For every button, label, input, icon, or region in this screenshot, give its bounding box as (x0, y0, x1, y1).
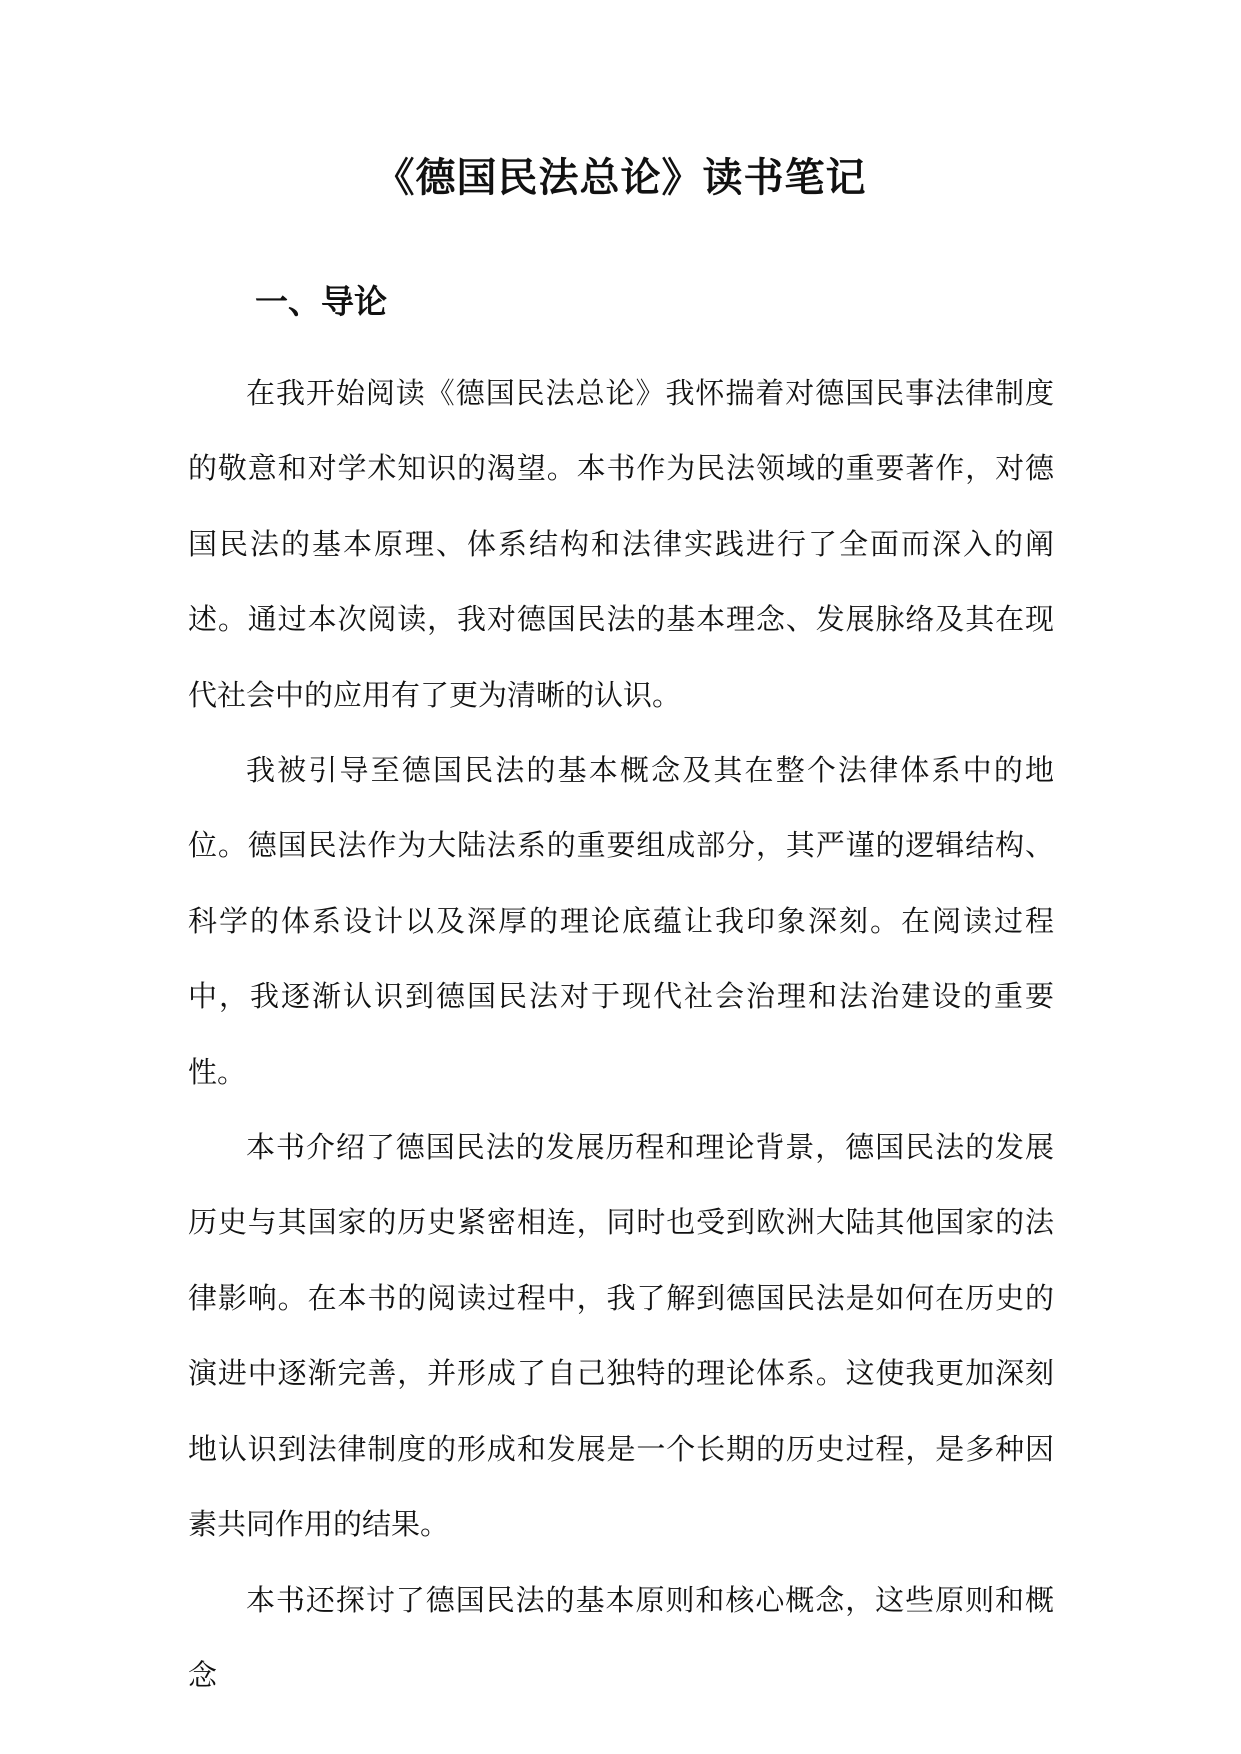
paragraph: 在我开始阅读《德国民法总论》我怀揣着对德国民事法律制度的敬意和对学术知识的渴望。本书作为民法领域的重要著作，对德国民法的基本原理、体系结构和法律实践进行了全面而深入的阐述。通过本次阅读，我对德国民法的基本理念、发展脉络及其在现代社会中的应用有了更为清晰的认识。 (188, 376, 1054, 712)
paragraph: 本书还探讨了德国民法的基本原则和核心概念，这些原则和概念 (188, 1582, 1054, 1692)
document-title: 《德国民法总论》读书笔记 (374, 155, 867, 201)
body-text (188, 356, 1054, 1713)
paragraph: 本书介绍了德国民法的发展历程和理论背景，德国民法的发展历史与其国家的历史紧密相连，同时也受到欧洲大陆其他国家的法律影响。在本书的阅读过程中，我了解到德国民法是如何在历史的演进中逐渐完善，并形成了自己独特的理论体系。这使我更加深刻地认识到法律制度的形成和发展是一个长期的历史过程，是多种因素共同作用的结果。 (188, 1130, 1054, 1542)
paragraph: 我被引导至德国民法的基本概念及其在整个法律体系中的地位。德国民法作为大陆法系的重要组成部分，其严谨的逻辑结构、科学的体系设计以及深厚的理论底蕴让我印象深刻。在阅读过程中，我逐渐认识到德国民法对于现代社会治理和法治建设的重要性。 (188, 753, 1054, 1089)
section-heading: 一、导论 (255, 282, 387, 321)
